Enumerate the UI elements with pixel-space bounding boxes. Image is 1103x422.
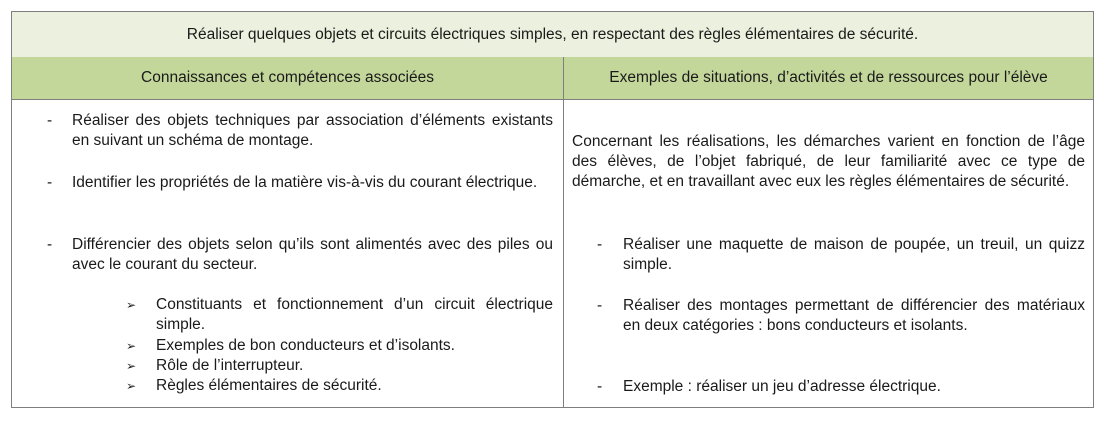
competence-table bbox=[11, 11, 1094, 408]
knowledge-item: Différencier des objets selon qu’ils sont alimentés avec des piles ou avec le courant du secteur. bbox=[72, 236, 553, 273]
example-item: Réaliser une maquette de maison de poupée, un treuil, un quizz simple. bbox=[623, 236, 1085, 273]
header-knowledge-label: Connaissances et compétences associées bbox=[141, 69, 434, 86]
arrow-bullet-icon: ➢ bbox=[126, 339, 137, 353]
table-title-row bbox=[12, 12, 1093, 58]
arrow-bullet-icon: ➢ bbox=[126, 359, 137, 373]
dash-bullet: - bbox=[47, 174, 53, 191]
arrow-bullet-icon: ➢ bbox=[126, 298, 137, 312]
header-examples bbox=[564, 57, 1093, 99]
knowledge-item: Identifier les propriétés de la matière vis-à-vis du courant électrique. bbox=[72, 174, 538, 191]
dash-bullet: - bbox=[47, 112, 53, 129]
header-knowledge bbox=[12, 57, 564, 99]
examples-intro: Concernant les réalisations, les démarches varient en fonction de l’âge des élèves, de l’objet fabriqué, de leur familiarité avec ce type de démarche, et en travaillant avec eux les règles élémentaires de sécurité. bbox=[572, 133, 1085, 190]
knowledge-subitem: Rôle de l’interrupteur. bbox=[156, 357, 304, 374]
knowledge-column bbox=[12, 99, 564, 407]
knowledge-subitem: Constituants et fonctionnement d’un circuit électrique simple. bbox=[156, 296, 553, 333]
knowledge-subitem: Règles élémentaires de sécurité. bbox=[156, 377, 382, 394]
dash-bullet: - bbox=[47, 236, 53, 253]
example-item: Réaliser des montages permettant de différencier des matériaux en deux catégories : bons conducteurs et isolants. bbox=[623, 297, 1085, 334]
knowledge-subitem: Exemples de bon conducteurs et d’isolants. bbox=[156, 337, 455, 354]
dash-bullet: - bbox=[597, 297, 603, 314]
example-item: Exemple : réaliser un jeu d’adresse électrique. bbox=[623, 378, 941, 395]
examples-column bbox=[564, 99, 1093, 407]
dash-bullet: - bbox=[597, 378, 603, 395]
table-title: Réaliser quelques objets et circuits électriques simples, en respectant des règles élémentaires de sécurité. bbox=[186, 25, 919, 43]
content-row bbox=[12, 99, 1093, 407]
dash-bullet: - bbox=[597, 236, 603, 253]
knowledge-item: Réaliser des objets techniques par association d’éléments existants en suivant un schéma de montage. bbox=[72, 112, 553, 149]
header-row bbox=[12, 57, 1093, 100]
header-examples-label: Exemples de situations, d’activités et de ressources pour l’élève bbox=[609, 69, 1048, 86]
arrow-bullet-icon: ➢ bbox=[126, 379, 137, 393]
